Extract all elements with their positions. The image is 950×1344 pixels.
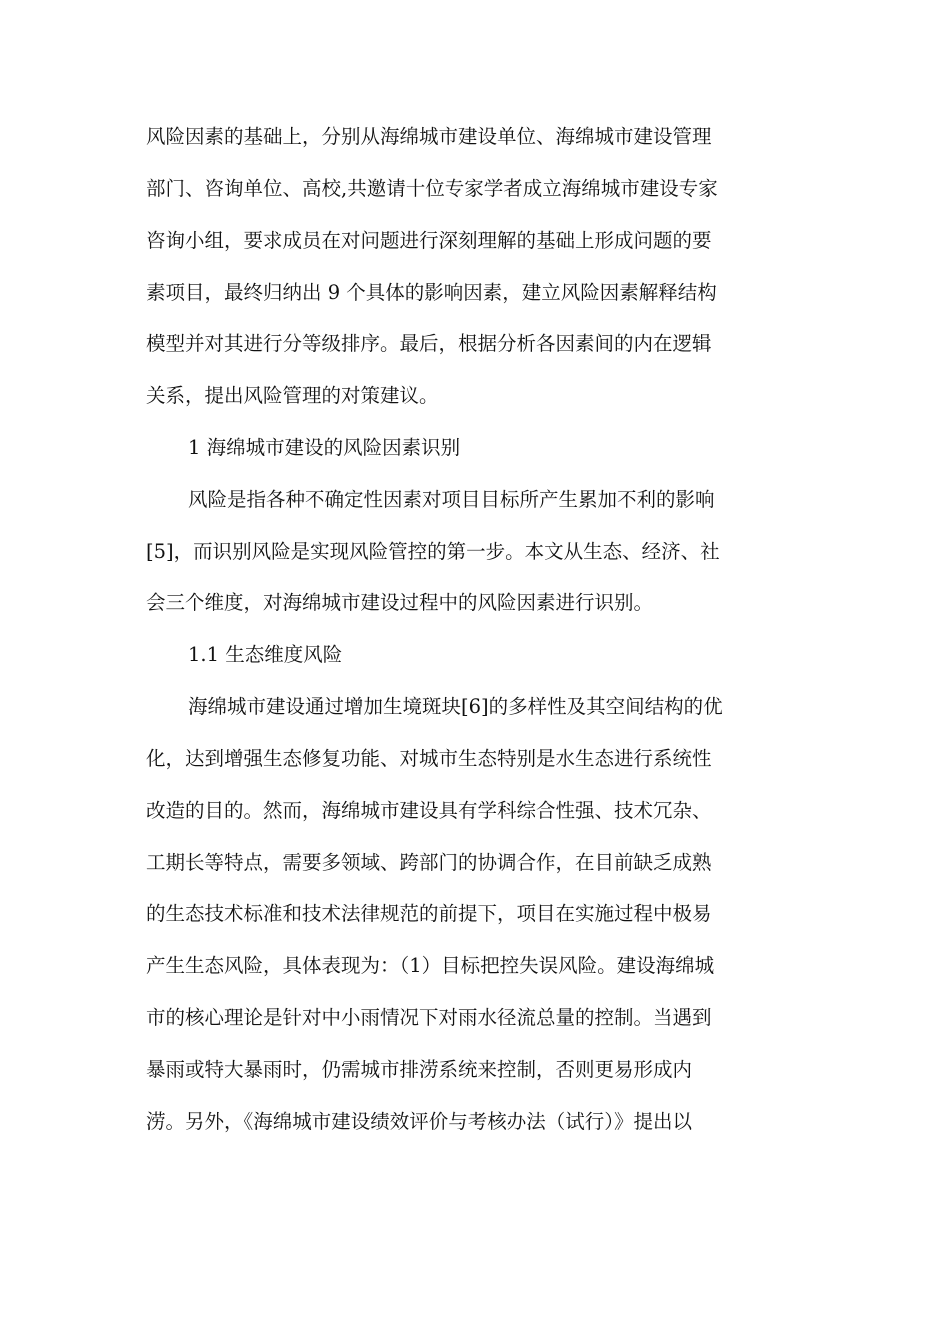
text-line: 风险是指各种不确定性因素对项目目标所产生累加不利的影响 (188, 488, 715, 511)
text-line: 改造的目的。然而，海绵城市建设具有学科综合性强、技术冗杂、 (146, 799, 712, 822)
text-line: 模型并对其进行分等级排序。最后，根据分析各因素间的内在逻辑 (146, 332, 712, 355)
text-line: 海绵城市建设通过增加生境斑块[6]的多样性及其空间结构的优 (188, 695, 723, 718)
text-line: 风险因素的基础上，分别从海绵城市建设单位、海绵城市建设管理 (146, 125, 712, 148)
text-line: 咨询小组，要求成员在对问题进行深刻理解的基础上形成问题的要 (146, 229, 712, 252)
text-line: [5]，而识别风险是实现风险管控的第一步。本文从生态、经济、社 (146, 540, 720, 563)
text-line: 会三个维度，对海绵城市建设过程中的风险因素进行识别。 (146, 591, 654, 614)
text-line: 化，达到增强生态修复功能、对城市生态特别是水生态进行系统性 (146, 747, 712, 770)
text-line: 素项目，最终归纳出 9 个具体的影响因素，建立风险因素解释结构 (146, 281, 717, 304)
text-line: 的生态技术标准和技术法律规范的前提下，项目在实施过程中极易 (146, 902, 712, 925)
section-heading: 1 海绵城市建设的风险因素识别 (188, 436, 461, 459)
text-line: 关系，提出风险管理的对策建议。 (146, 384, 439, 407)
text-line: 部门、咨询单位、高校,共邀请十位专家学者成立海绵城市建设专家 (146, 177, 718, 200)
text-line: 工期长等特点，需要多领域、跨部门的协调合作，在目前缺乏成熟 (146, 851, 712, 874)
text-line: 产生生态风险，具体表现为：（1）目标把控失误风险。建设海绵城 (146, 954, 715, 977)
text-line: 市的核心理论是针对中小雨情况下对雨水径流总量的控制。当遇到 (146, 1006, 712, 1029)
text-line: 暴雨或特大暴雨时，仍需城市排涝系统来控制，否则更易形成内 (146, 1058, 693, 1081)
text-line: 涝。另外，《海绵城市建设绩效评价与考核办法（试行）》提出以 (146, 1110, 693, 1133)
subsection-heading: 1.1 生态维度风险 (188, 643, 343, 666)
